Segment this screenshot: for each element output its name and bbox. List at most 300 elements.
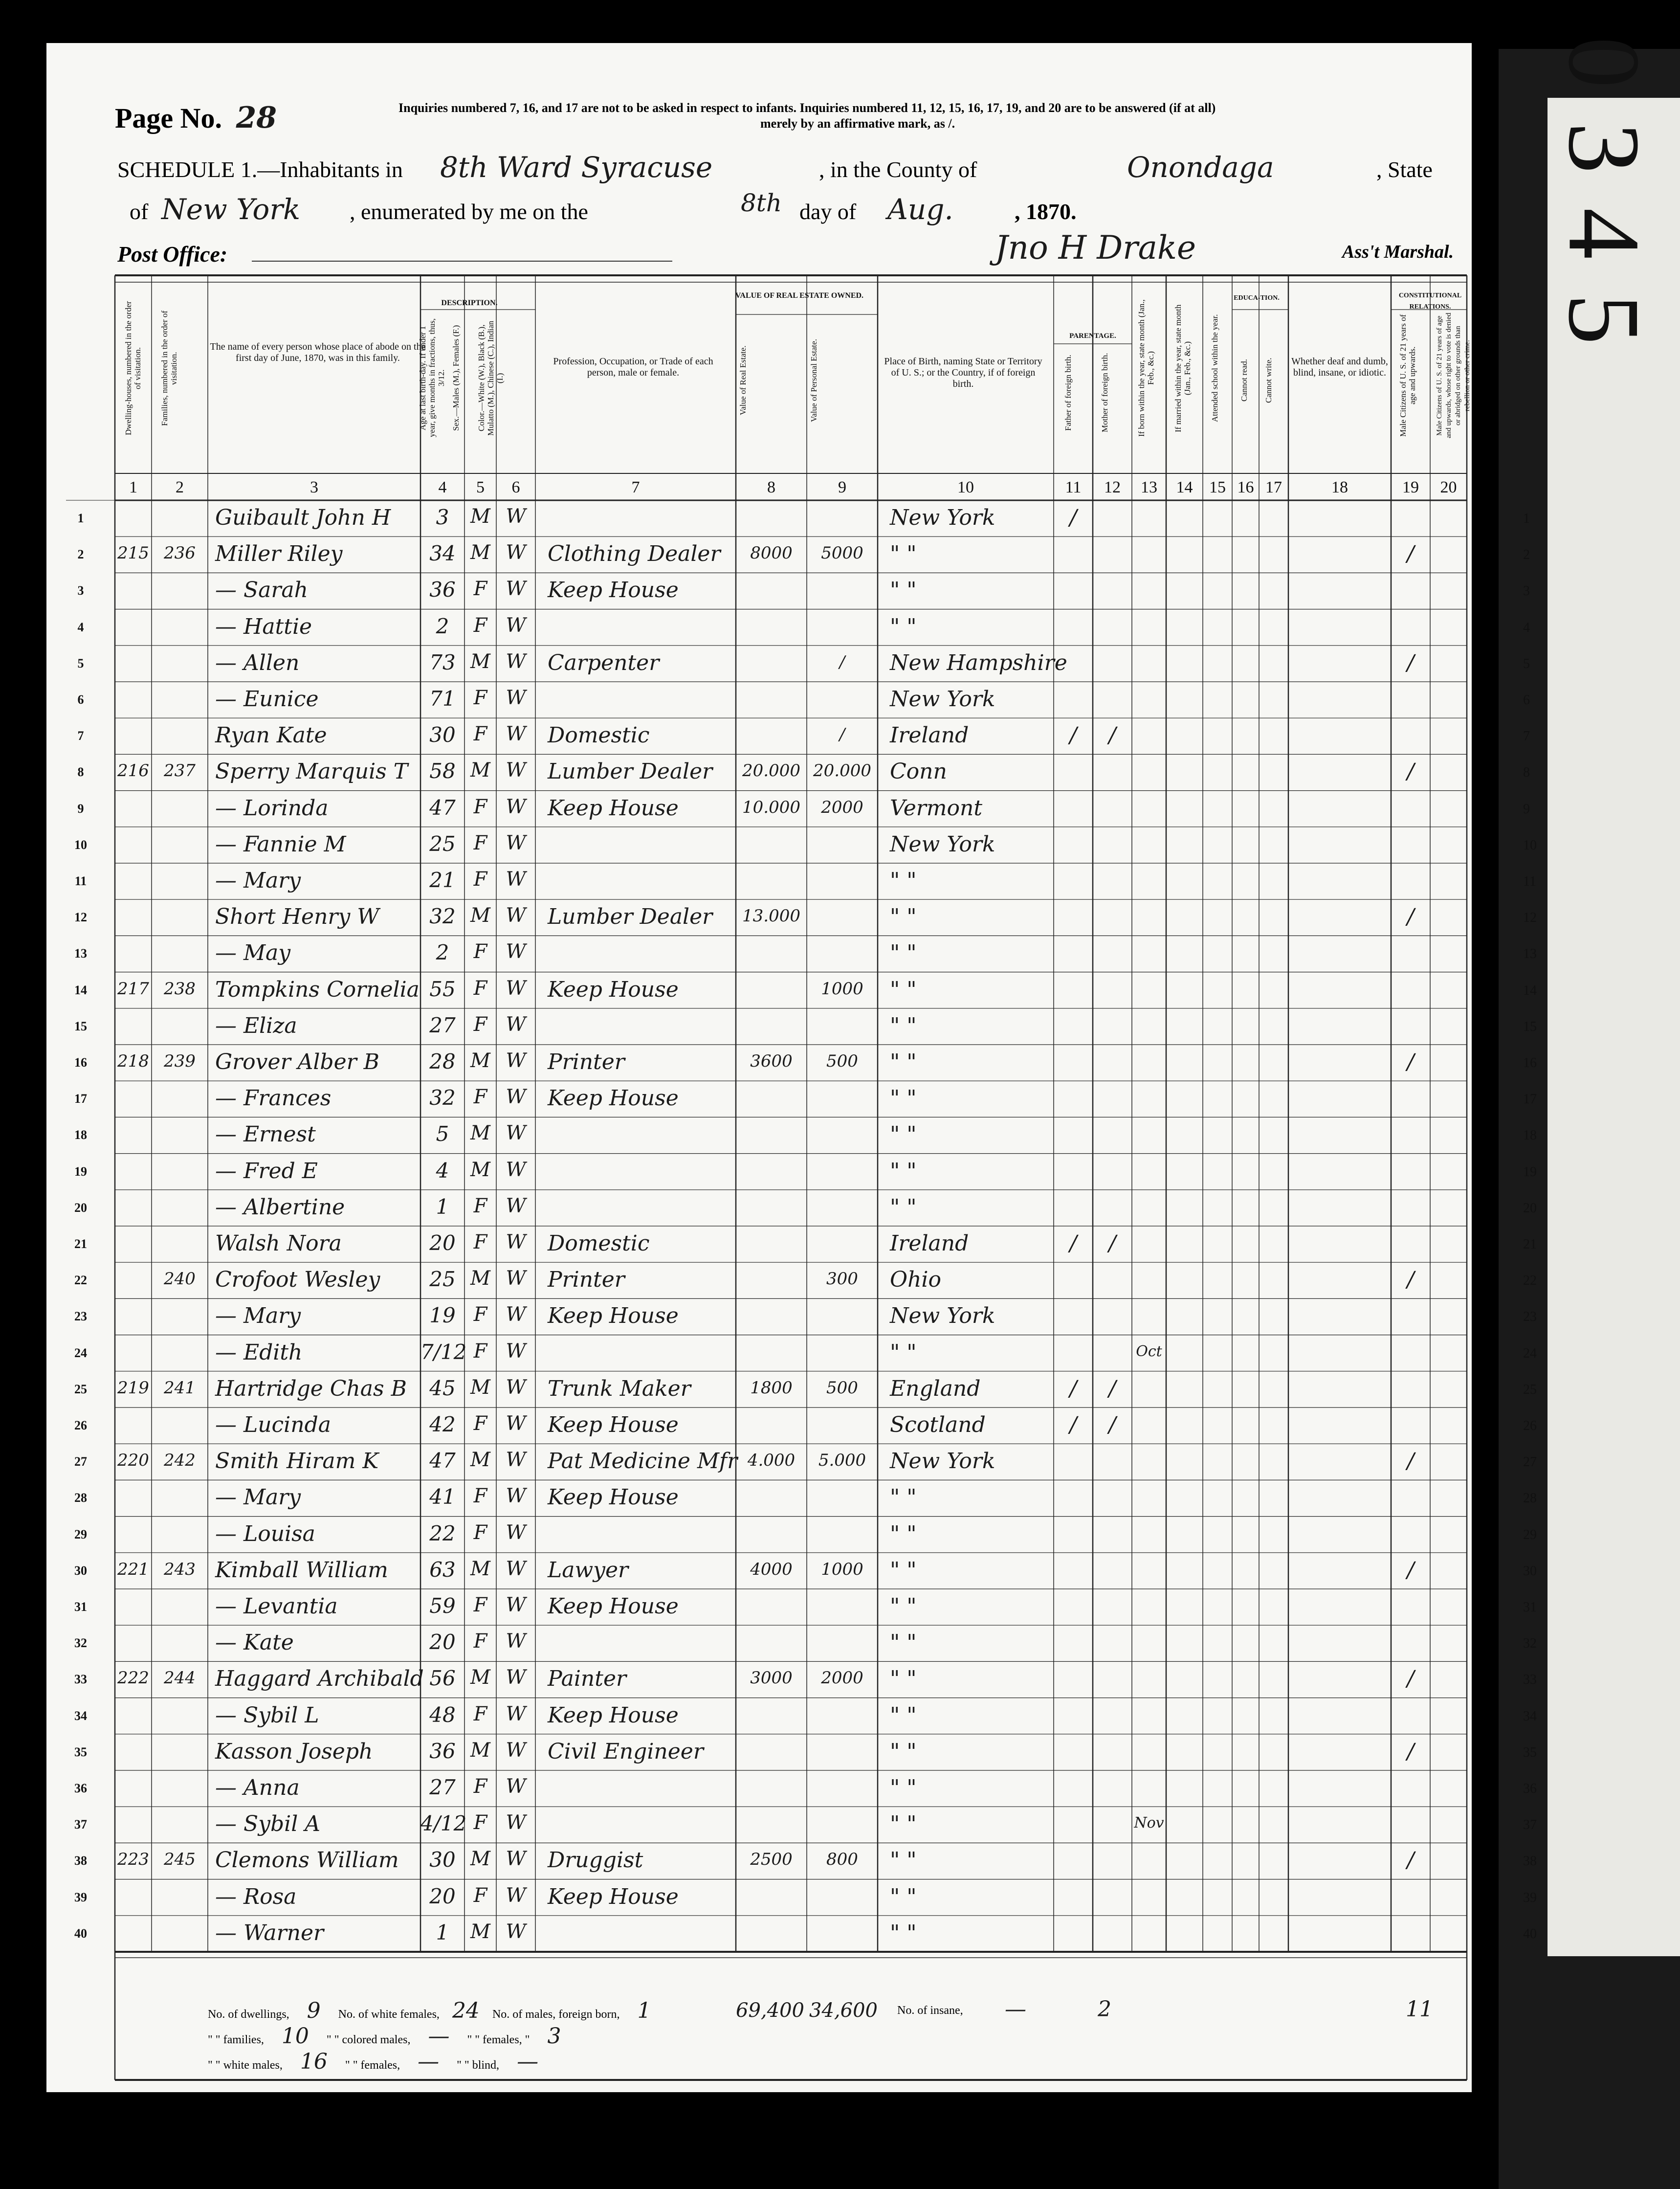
head-birthplace: Place of Birth, naming State or Territory of U. S.; or the Country, if of foreign birth. — [884, 356, 1042, 389]
adjacent-row-number: 34 — [1523, 1708, 1537, 1724]
person-name: — Levantia — [215, 1594, 338, 1619]
color: W — [506, 1702, 526, 1725]
schedule-label: SCHEDULE 1.—Inhabitants in — [117, 157, 403, 182]
person-name: — Fannie M — [215, 831, 346, 857]
color: W — [506, 868, 526, 891]
adjacent-row-number: 7 — [1523, 729, 1530, 744]
birthplace: New York — [890, 505, 995, 530]
column-number: 9 — [838, 478, 846, 496]
age: 32 — [429, 1086, 456, 1110]
family-number: 243 — [164, 1559, 196, 1579]
birthplace: Ireland — [890, 723, 969, 748]
real-estate-value: 4000 — [750, 1559, 793, 1579]
personal-estate-value: 5000 — [821, 543, 863, 563]
occupation: Clothing Dealer — [548, 541, 721, 567]
birthplace: " " — [890, 940, 917, 966]
sex: F — [473, 795, 487, 818]
dwelling-number: 216 — [117, 761, 149, 781]
person-name: — Fred E — [215, 1158, 318, 1184]
column-number: 1 — [129, 478, 137, 496]
age: 25 — [429, 1267, 456, 1292]
person-name: Smith Hiram K — [215, 1449, 379, 1474]
row-number: 28 — [74, 1491, 87, 1505]
sex: F — [473, 1702, 487, 1725]
birthplace: " " — [890, 1811, 917, 1837]
column-number: 20 — [1440, 478, 1457, 496]
sex: M — [470, 1666, 490, 1689]
birthplace: New York — [890, 1303, 995, 1329]
footer-total-citizens: 11 — [1406, 1997, 1433, 2022]
real-estate-value: 20.000 — [742, 761, 800, 781]
age: 1 — [436, 1920, 449, 1944]
state-label: , State — [1376, 157, 1433, 182]
occupation: Lumber Dealer — [548, 759, 713, 784]
adjacent-row-number: 9 — [1523, 801, 1530, 817]
birthplace: " " — [890, 541, 917, 567]
adjacent-row-number: 31 — [1523, 1600, 1537, 1615]
birthplace: " " — [890, 1086, 917, 1111]
sex: F — [473, 977, 487, 1000]
age: 30 — [429, 1848, 456, 1872]
birthplace: Scotland — [890, 1412, 986, 1437]
personal-estate-value: 800 — [826, 1850, 858, 1870]
person-name: — Ernest — [215, 1122, 316, 1147]
birthplace: " " — [890, 1158, 917, 1184]
age: 2 — [436, 940, 449, 965]
birthplace: " " — [890, 614, 917, 639]
row-number: 23 — [74, 1309, 87, 1324]
personal-estate-value: 300 — [826, 1269, 858, 1289]
birthplace: " " — [890, 1557, 917, 1583]
adjacent-row-number: 8 — [1523, 765, 1530, 781]
birthplace: Conn — [890, 759, 947, 784]
mother-foreign-mark: / — [1108, 1412, 1116, 1437]
color: W — [506, 1086, 526, 1109]
occupation: Keep House — [548, 1594, 679, 1619]
adjacent-row-number: 33 — [1523, 1672, 1537, 1688]
occupation: Painter — [548, 1666, 627, 1692]
dwelling-number: 218 — [117, 1051, 149, 1071]
instruction-line-1: Inquiries numbered 7, 16, and 17 are not to be asked in respect to infants. Inquiries numbered 11, 12, 15, 16, 17, 19, and 20 are to be answered (if at all) — [398, 101, 1216, 115]
sex: F — [473, 1811, 487, 1834]
person-name: Sperry Marquis T — [215, 759, 408, 784]
head-real-estate: Value of Real Estate. — [738, 345, 748, 416]
age: 20 — [429, 1231, 456, 1255]
adjacent-row-number: 32 — [1523, 1636, 1537, 1652]
head-cannot-write: Cannot write. — [1264, 357, 1273, 403]
state-value: New York — [161, 193, 301, 226]
row-number: 3 — [77, 583, 84, 598]
head-occupation: Profession, Occupation, or Trade of each person, male or female. — [553, 356, 713, 378]
column-number: 15 — [1209, 478, 1226, 496]
adjacent-row-number: 26 — [1523, 1418, 1537, 1433]
occupation: Domestic — [548, 723, 650, 748]
age: 32 — [429, 904, 456, 929]
color: W — [506, 650, 526, 673]
age: 71 — [429, 687, 456, 711]
color: W — [506, 1557, 526, 1580]
dwelling-number: 219 — [117, 1378, 149, 1398]
mother-foreign-mark: / — [1108, 1231, 1116, 1256]
occupation: Lumber Dealer — [548, 904, 713, 930]
sex: F — [473, 1521, 487, 1544]
sex: F — [473, 723, 487, 746]
head-constitutional: CONSTITUTIONAL RELATIONS. — [1398, 292, 1462, 311]
footer-insane-label: No. of insane, — [897, 2004, 963, 2017]
occupation: Keep House — [548, 1412, 679, 1437]
row-number: 30 — [74, 1563, 87, 1578]
real-estate-value: 4.000 — [747, 1451, 796, 1471]
birthplace: " " — [890, 1884, 917, 1909]
person-name: — Lorinda — [215, 795, 329, 821]
row-number: 29 — [74, 1527, 87, 1541]
person-name: Walsh Nora — [215, 1231, 342, 1256]
real-estate-value: 10.000 — [742, 797, 800, 817]
occupation: Keep House — [548, 1086, 679, 1111]
person-name: — May — [215, 940, 291, 966]
head-vote-denied: Male Citizens of U. S. of 21 years of age and upwards, whose right to vote is denied or abridged on other grounds than rebellion or other crime. — [1436, 313, 1471, 439]
birthplace: " " — [890, 1485, 917, 1510]
age: 4/12 — [420, 1811, 467, 1836]
sex: M — [470, 1376, 490, 1399]
age: 21 — [429, 868, 456, 892]
personal-estate-value: / — [839, 652, 845, 672]
head-description: DESCRIPTION. — [441, 299, 498, 307]
dwelling-number: 215 — [117, 543, 149, 563]
color: W — [506, 578, 526, 601]
birth-month: Oct — [1136, 1342, 1162, 1360]
dwelling-number: 220 — [117, 1451, 149, 1471]
age: 4 — [436, 1158, 449, 1183]
real-estate-value: 1800 — [750, 1378, 793, 1398]
person-name: — Anna — [215, 1775, 300, 1800]
head-age: Age at last birth-day. If under 1 year, give months in fractions, thus, 3/12. — [418, 318, 446, 438]
adjacent-row-number: 11 — [1523, 874, 1536, 889]
footer-families: 10 — [281, 2024, 309, 2049]
male-citizen-mark: / — [1407, 1739, 1415, 1764]
footer-white-males: 16 — [300, 2049, 328, 2074]
footer-females-foreign-label: " " females, " — [467, 2033, 530, 2046]
color: W — [506, 1485, 526, 1508]
head-attended-school: Attended school within the year. — [1210, 314, 1219, 423]
footer-total-foreign-parents: 2 — [1098, 1997, 1111, 2022]
sex: F — [473, 1303, 487, 1326]
adjacent-row-number: 5 — [1523, 656, 1530, 671]
age: 58 — [429, 759, 456, 783]
age: 47 — [429, 795, 456, 820]
column-number: 10 — [957, 478, 974, 496]
column-number: 17 — [1265, 478, 1282, 496]
occupation: Civil Engineer — [548, 1739, 704, 1764]
row-number: 20 — [74, 1200, 87, 1215]
occupation: Keep House — [548, 1303, 679, 1329]
personal-estate-value: 2000 — [821, 797, 863, 817]
day-value: 8th — [741, 189, 782, 217]
sex: F — [473, 578, 487, 601]
age: 25 — [429, 831, 456, 856]
person-name: Crofoot Wesley — [215, 1267, 380, 1293]
row-number: 40 — [74, 1926, 87, 1941]
head-color: Color.—White (W.), Black (B.), Mulatto (M.), Chinese (C.), Indian (I.) — [477, 320, 505, 436]
sex: M — [470, 1920, 490, 1943]
mother-foreign-mark: / — [1108, 723, 1116, 748]
row-number: 17 — [74, 1092, 87, 1106]
row-number: 12 — [74, 910, 87, 925]
film-frame-stamp — [1540, 20, 1667, 362]
row-number: 4 — [77, 620, 84, 634]
row-number: 19 — [74, 1164, 87, 1179]
age: 55 — [429, 977, 456, 1001]
real-estate-value: 3600 — [750, 1051, 793, 1071]
marshal-signature: Jno H Drake — [995, 229, 1196, 267]
column-number: 4 — [438, 478, 447, 496]
male-citizen-mark: / — [1407, 1267, 1415, 1293]
sex: F — [473, 1884, 487, 1907]
footer-total-real-estate: 69,400 — [736, 1999, 804, 2022]
color: W — [506, 1666, 526, 1689]
person-name: — Albertine — [215, 1194, 345, 1220]
adjacent-row-number: 22 — [1523, 1273, 1537, 1289]
occupation: Lawyer — [548, 1557, 629, 1583]
person-name: Grover Alber B — [215, 1050, 379, 1074]
person-name: — Eliza — [215, 1013, 297, 1038]
page-number: 28 — [236, 101, 277, 135]
age: 48 — [429, 1702, 456, 1727]
sex: F — [473, 868, 487, 891]
birthplace: " " — [890, 1775, 917, 1800]
census-page — [46, 43, 1472, 2092]
adjacent-row-number: 25 — [1523, 1382, 1537, 1397]
birthplace: " " — [890, 904, 917, 930]
birthplace: " " — [890, 1050, 917, 1074]
footer-white-females: 24 — [452, 1998, 480, 2023]
adjacent-row-number: 30 — [1523, 1563, 1537, 1579]
head-mother-foreign: Mother of foreign birth. — [1100, 353, 1109, 433]
row-number: 27 — [74, 1454, 87, 1469]
head-cannot-read: Cannot read. — [1239, 359, 1249, 402]
birthplace: " " — [890, 1594, 917, 1619]
column-number: 2 — [176, 478, 184, 496]
color: W — [506, 541, 526, 564]
county-label: , in the County of — [819, 157, 977, 182]
sex: F — [473, 1775, 487, 1798]
adjacent-row-number: 24 — [1523, 1345, 1537, 1361]
person-name: — Allen — [215, 650, 300, 675]
adjacent-row-number: 17 — [1523, 1092, 1537, 1107]
family-number: 237 — [164, 761, 196, 781]
sex: F — [473, 1086, 487, 1109]
birthplace: New York — [890, 831, 995, 857]
person-name: — Mary — [215, 1303, 301, 1329]
dwelling-number: 217 — [117, 979, 149, 999]
ward-value: 8th Ward Syracuse — [440, 151, 713, 184]
adjacent-row-number: 3 — [1523, 583, 1530, 599]
real-estate-value: 8000 — [750, 543, 793, 563]
row-number: 35 — [74, 1744, 87, 1759]
age: 63 — [429, 1557, 456, 1582]
row-number: 22 — [74, 1273, 87, 1288]
head-family: Families, numbered in the order of visitation. — [160, 310, 178, 426]
footer-colored-females: — — [418, 2049, 440, 2074]
personal-estate-value: 1000 — [821, 1559, 863, 1579]
footer-females-foreign: 3 — [547, 2024, 561, 2049]
footer-colored-males-label: " " colored males, — [326, 2033, 411, 2046]
adjacent-row-number: 39 — [1523, 1890, 1537, 1905]
marshal-label: Ass't Marshal. — [1342, 242, 1454, 262]
sex: M — [470, 1739, 490, 1762]
head-value: VALUE OF REAL ESTATE OWNED. — [735, 291, 864, 300]
column-number: 13 — [1141, 478, 1157, 496]
person-name: — Rosa — [215, 1884, 297, 1909]
occupation: Keep House — [548, 1702, 679, 1728]
personal-estate-value: / — [839, 725, 845, 745]
adjacent-row-number: 16 — [1523, 1055, 1537, 1071]
person-name: — Mary — [215, 868, 301, 893]
male-citizen-mark: / — [1407, 541, 1415, 567]
father-foreign-mark: / — [1069, 1231, 1077, 1256]
person-name: Miller Riley — [215, 541, 343, 567]
row-number: 31 — [74, 1600, 87, 1614]
occupation: Keep House — [548, 1884, 679, 1909]
footer-families-label: " " families, — [208, 2033, 264, 2046]
sex: M — [470, 1449, 490, 1472]
age: 42 — [429, 1412, 456, 1436]
sex: M — [470, 1050, 490, 1072]
occupation: Keep House — [548, 1485, 679, 1510]
head-male-citizens: Male Citizens of U. S. of 21 years of age and upwards. — [1398, 314, 1417, 437]
sex: F — [473, 1013, 487, 1036]
sex: F — [473, 687, 487, 709]
birthplace: " " — [890, 977, 917, 1002]
head-married-within-year: If married within the year, state month (Jan., Feb., &c.) — [1173, 304, 1192, 432]
color: W — [506, 1920, 526, 1943]
of-label: of — [130, 199, 149, 224]
column-number: 6 — [511, 478, 520, 496]
instruction-line-2: merely by an affirmative mark, as /. — [760, 116, 955, 131]
head-sex: Sex.—Males (M.), Females (F.) — [451, 325, 461, 431]
birthplace: " " — [890, 1013, 917, 1038]
family-number: 245 — [164, 1850, 196, 1870]
person-name: Short Henry W — [215, 904, 379, 930]
stamp-digit: 3 — [1547, 122, 1661, 174]
column-number: 7 — [631, 478, 640, 496]
occupation: Keep House — [548, 578, 679, 603]
row-number: 37 — [74, 1817, 87, 1832]
adjacent-row-number: 14 — [1523, 983, 1537, 998]
adjacent-row-number: 37 — [1523, 1817, 1537, 1833]
age: 19 — [429, 1303, 456, 1328]
row-number: 16 — [74, 1055, 87, 1070]
birthplace: " " — [890, 1739, 917, 1764]
mother-foreign-mark: / — [1108, 1376, 1116, 1401]
footer-blind: — — [517, 2049, 539, 2074]
real-estate-value: 2500 — [750, 1850, 793, 1870]
birthplace: " " — [890, 1521, 917, 1546]
stamp-digit: 4 — [1547, 208, 1661, 259]
person-name: — Warner — [215, 1920, 324, 1945]
column-number: 11 — [1065, 478, 1082, 496]
birthplace: New Hampshire — [890, 650, 1067, 675]
adjacent-row-number: 2 — [1523, 547, 1530, 563]
color: W — [506, 1013, 526, 1036]
real-estate-value: 3000 — [750, 1668, 793, 1688]
age: 45 — [429, 1376, 456, 1400]
row-number: 6 — [77, 692, 84, 707]
color: W — [506, 1884, 526, 1907]
column-number: 14 — [1176, 478, 1193, 496]
person-name: — Mary — [215, 1485, 301, 1510]
footer-insane: — — [1005, 1997, 1026, 2022]
age: 28 — [429, 1050, 456, 1073]
color: W — [506, 723, 526, 746]
birthplace: " " — [890, 1122, 917, 1147]
age: 20 — [429, 1630, 456, 1654]
row-number: 8 — [77, 765, 84, 780]
adjacent-row-number: 35 — [1523, 1744, 1537, 1760]
row-number: 18 — [74, 1128, 87, 1142]
adjacent-row-number: 28 — [1523, 1491, 1537, 1506]
age: 22 — [429, 1521, 456, 1545]
dwelling-number: 222 — [117, 1668, 149, 1688]
male-citizen-mark: / — [1407, 1050, 1415, 1074]
age: 1 — [436, 1194, 449, 1219]
person-name: Guibault John H — [215, 505, 391, 530]
sex: M — [470, 505, 490, 528]
row-number: 5 — [77, 656, 84, 670]
sex: M — [470, 1557, 490, 1580]
occupation: Pat Medicine Mfr — [548, 1449, 738, 1474]
adjacent-row-number: 21 — [1523, 1237, 1537, 1252]
person-name: — Kate — [215, 1630, 294, 1655]
birth-month: Nov — [1134, 1814, 1164, 1832]
birthplace: " " — [890, 1848, 917, 1873]
family-number: 238 — [164, 979, 196, 999]
color: W — [506, 1303, 526, 1326]
stamp-digit: 0 — [1547, 37, 1661, 88]
row-number: 33 — [74, 1672, 87, 1687]
page-label: Page No. — [115, 102, 222, 134]
occupation: Printer — [548, 1050, 625, 1074]
person-name: — Sybil A — [215, 1811, 321, 1837]
head-father-foreign: Father of foreign birth. — [1063, 355, 1073, 431]
male-citizen-mark: / — [1407, 1449, 1415, 1474]
adjacent-row-number: 12 — [1523, 910, 1537, 926]
color: W — [506, 940, 526, 963]
color: W — [506, 904, 526, 927]
personal-estate-value: 2000 — [821, 1668, 863, 1688]
color: W — [506, 977, 526, 1000]
row-number: 25 — [74, 1382, 87, 1396]
adjacent-row-number: 1 — [1523, 511, 1530, 526]
age: 56 — [429, 1666, 456, 1691]
year-value: , 1870. — [1015, 199, 1077, 224]
footer-white-males-label: " " white males, — [208, 2059, 283, 2072]
sex: M — [470, 759, 490, 782]
birthplace: " " — [890, 868, 917, 893]
row-number: 34 — [74, 1708, 87, 1723]
adjacent-row-number: 23 — [1523, 1309, 1537, 1325]
row-number: 10 — [74, 837, 87, 852]
day-of-label: day of — [799, 199, 857, 224]
color: W — [506, 1231, 526, 1253]
age: 27 — [429, 1013, 456, 1037]
person-name: Haggard Archibald — [215, 1666, 424, 1692]
color: W — [506, 1267, 526, 1290]
color: W — [506, 505, 526, 528]
sex: M — [470, 1122, 490, 1145]
sex: M — [470, 1158, 490, 1181]
person-name: Hartridge Chas B — [215, 1376, 407, 1401]
